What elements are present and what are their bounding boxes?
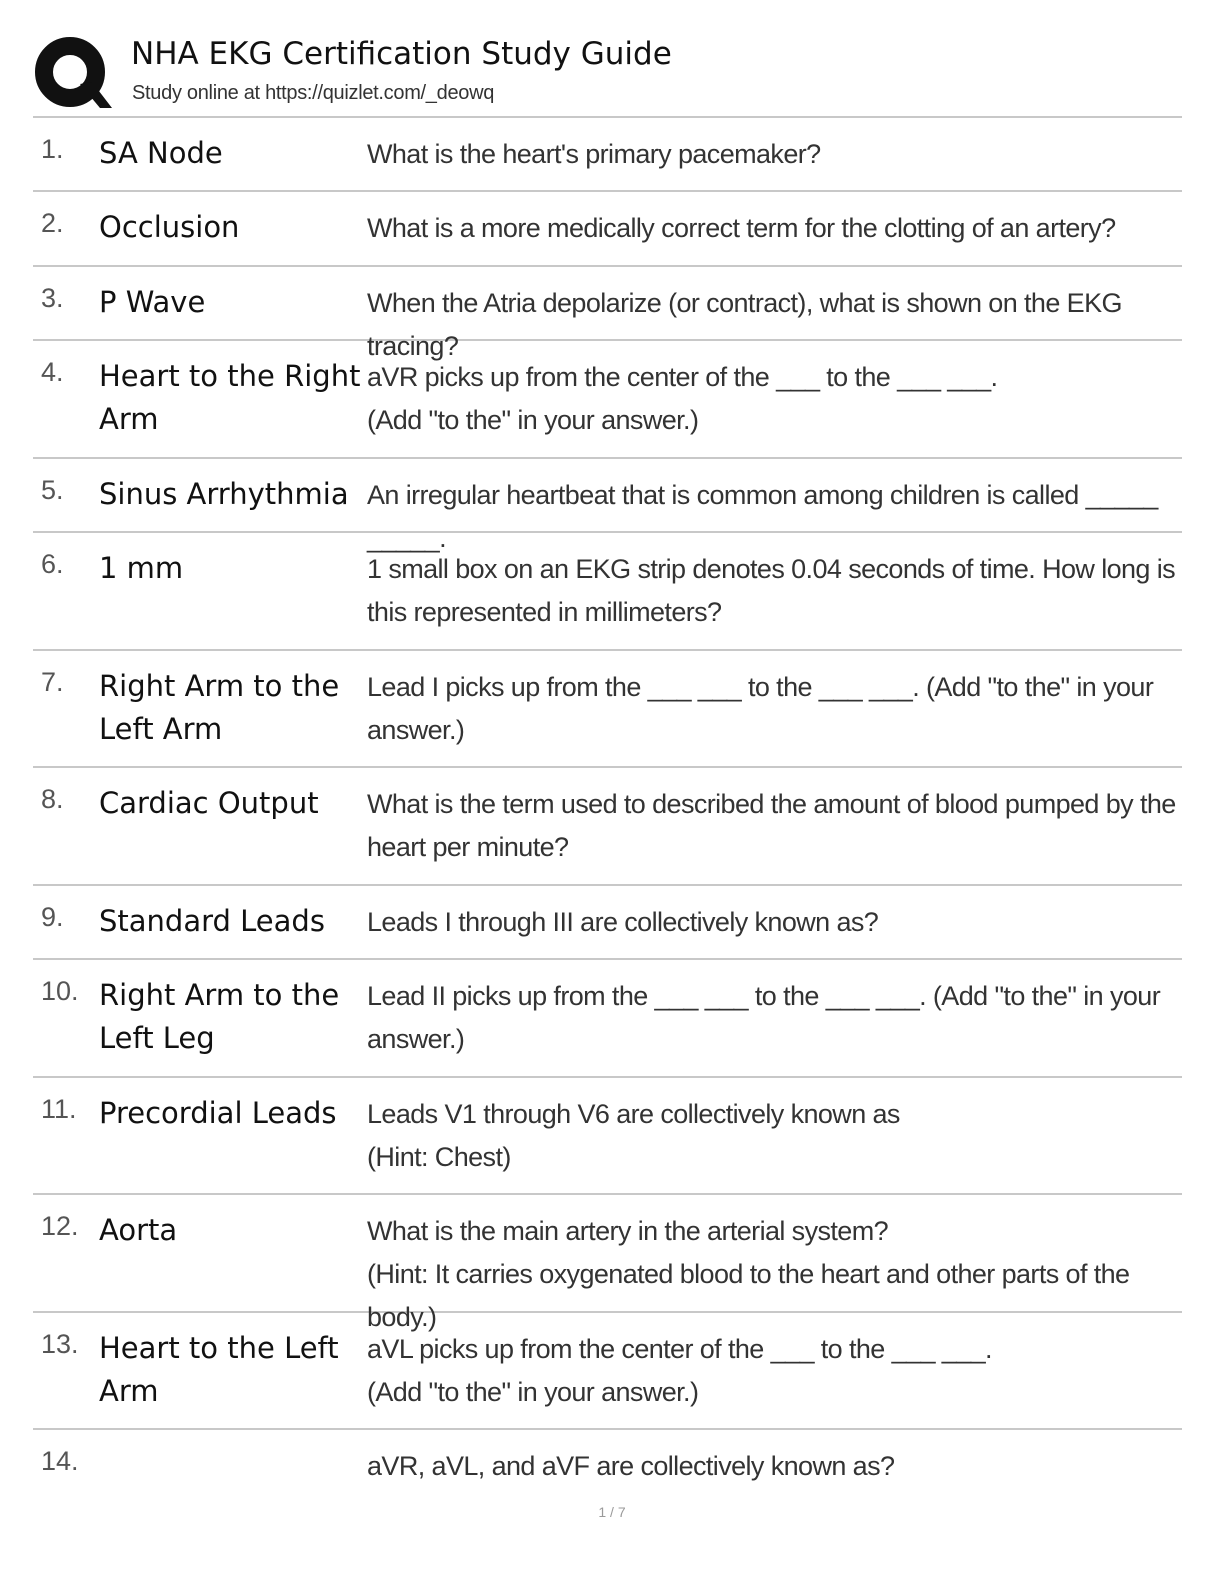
card-number: 11.: [41, 1094, 77, 1124]
card-number: 14.: [41, 1446, 79, 1476]
card-definition: Leads V1 through V6 are collectively known as (Hint: Chest): [367, 1099, 900, 1172]
card-number: 7.: [41, 667, 64, 697]
card-term: Cardiac Output: [99, 786, 319, 820]
card-term: Right Arm to the Left Leg: [99, 978, 340, 1055]
quizlet-logo-icon: [34, 34, 112, 112]
flashcard-row: [33, 341, 1182, 459]
flashcard-row: [33, 1195, 1182, 1332]
card-term: P Wave: [99, 285, 206, 319]
card-number: 13.: [41, 1329, 79, 1359]
card-definition: What is the heart's primary pacemaker?: [367, 139, 821, 169]
flashcard-list: [33, 118, 1182, 1500]
card-number: 3.: [41, 283, 64, 313]
flashcard-row: [33, 768, 1182, 886]
flashcard-row: [33, 1078, 1182, 1195]
card-term: Right Arm to the Left Arm: [99, 669, 340, 746]
flashcard-row: [33, 1430, 1182, 1500]
card-definition: Lead II picks up from the ___ ___ to the ___ ___. (Add "to the" in your answer.): [367, 981, 1161, 1054]
card-definition: 1 small box on an EKG strip denotes 0.04 seconds of time. How long is this represented in millimeters?: [367, 554, 1176, 627]
card-term: Heart to the Right Arm: [99, 359, 361, 436]
card-number: 4.: [41, 357, 64, 387]
card-term: Precordial Leads: [99, 1096, 337, 1130]
document-header: [34, 30, 1184, 116]
card-definition: Leads I through III are collectively known as?: [367, 907, 879, 937]
page-title: NHA EKG Certification Study Guide: [131, 36, 672, 72]
flashcard-row: [33, 267, 1182, 361]
flashcard-row: [33, 118, 1182, 192]
flashcard-row: [33, 651, 1182, 768]
study-link[interactable]: Study online at https://quizlet.com/_deowq: [132, 82, 495, 104]
card-definition: aVR picks up from the center of the ___ to the ___ ___. (Add "to the" in your answer.): [367, 362, 998, 435]
card-definition: aVL picks up from the center of the ___ to the ___ ___. (Add "to the" in your answer.): [367, 1334, 992, 1407]
card-number: 1.: [41, 134, 64, 164]
flashcard-row: [33, 960, 1182, 1078]
card-number: 10.: [41, 976, 79, 1006]
card-definition: What is the main artery in the arterial system? (Hint: It carries oxygenated blood to the heart and other parts of the body.): [367, 1216, 1130, 1332]
card-term: Occlusion: [99, 210, 240, 244]
card-term: Standard Leads: [99, 904, 325, 938]
card-term: Aorta: [99, 1213, 178, 1247]
flashcard-row: [33, 192, 1182, 267]
card-term: Sinus Arrhythmia: [99, 477, 349, 511]
card-term: SA Node: [99, 136, 223, 170]
card-definition: Lead I picks up from the ___ ___ to the ___ ___. (Add "to the" in your answer.): [367, 672, 1154, 745]
card-definition: aVR, aVL, and aVF are collectively known as?: [367, 1451, 895, 1481]
card-definition: What is a more medically correct term for the clotting of an artery?: [367, 213, 1116, 243]
card-number: 9.: [41, 902, 64, 932]
page-number: 1 / 7: [598, 1504, 626, 1520]
card-definition: When the Atria depolarize (or contract), what is shown on the EKG tracing?: [367, 288, 1122, 361]
flashcard-row: [33, 886, 1182, 960]
card-term: 1 mm: [99, 551, 184, 585]
card-number: 5.: [41, 475, 64, 505]
flashcard-row: [33, 1313, 1182, 1430]
flashcard-row: [33, 459, 1182, 553]
card-term: Heart to the Left Arm: [99, 1331, 339, 1408]
card-definition: An irregular heartbeat that is common among children is called _____ _____.: [367, 480, 1158, 553]
card-number: 12.: [41, 1211, 79, 1241]
card-number: 6.: [41, 549, 64, 579]
flashcard-row: [33, 533, 1182, 651]
card-number: 8.: [41, 784, 64, 814]
card-definition: What is the term used to described the amount of blood pumped by the heart per minute?: [367, 789, 1176, 862]
card-number: 2.: [41, 208, 64, 238]
